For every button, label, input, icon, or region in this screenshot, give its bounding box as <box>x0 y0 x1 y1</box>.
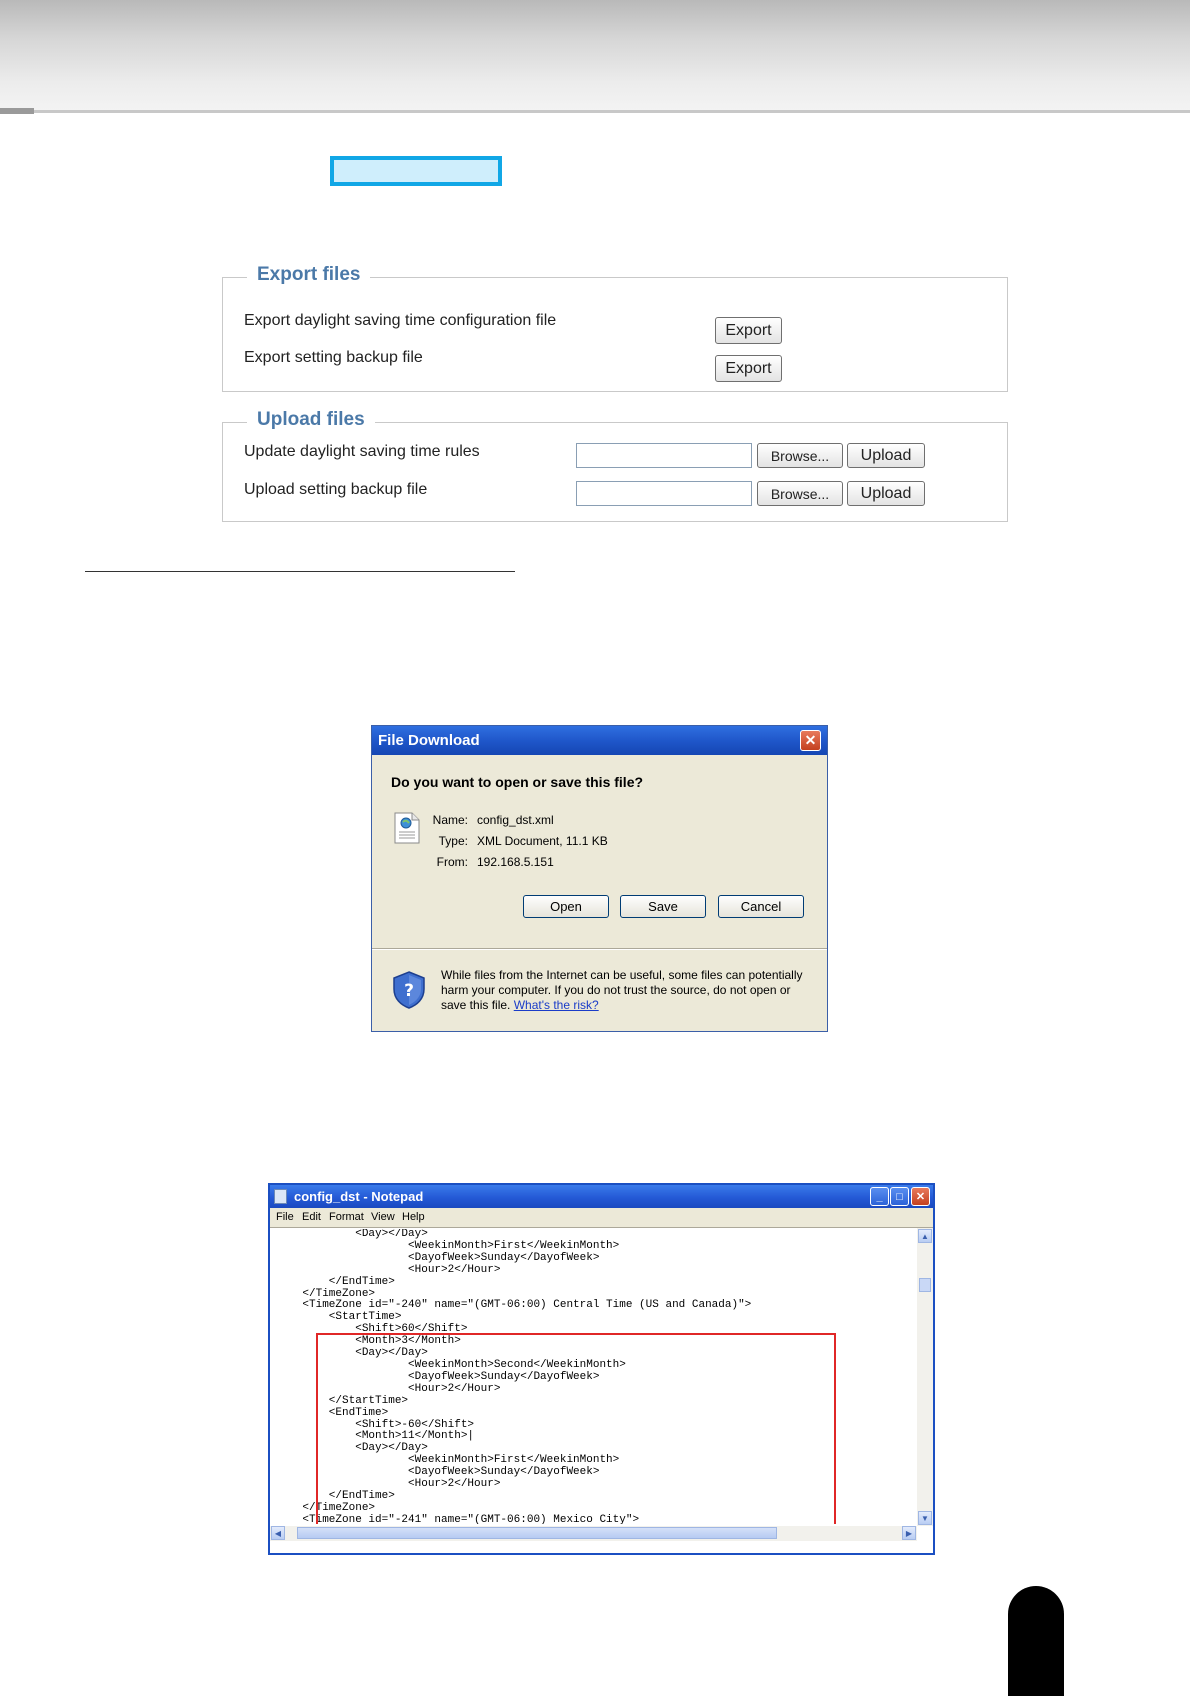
notepad-menubar <box>270 1208 933 1228</box>
cancel-button[interactable]: Cancel <box>718 895 804 918</box>
maximize-icon[interactable]: □ <box>890 1187 909 1206</box>
file-download-dialog <box>371 725 828 1032</box>
save-button[interactable]: Save <box>620 895 706 918</box>
export-files-legend: Export files <box>247 264 370 286</box>
shield-question-icon <box>392 971 426 1009</box>
export-files-fieldset <box>222 264 1008 392</box>
scroll-down-icon[interactable]: ▼ <box>918 1511 932 1525</box>
dst-browse-button[interactable]: Browse... <box>757 443 843 468</box>
file-source-value: 192.168.5.151 <box>477 855 554 869</box>
upload-files-fieldset <box>222 409 1008 522</box>
close-icon[interactable]: ✕ <box>800 730 821 751</box>
notepad-titlebar[interactable] <box>270 1185 933 1208</box>
minimize-icon[interactable]: _ <box>870 1187 889 1206</box>
dst-file-input[interactable] <box>576 443 752 468</box>
whats-the-risk-link[interactable]: What's the risk? <box>513 998 599 1012</box>
menu-edit[interactable]: Edit <box>302 1211 321 1223</box>
notepad-app-icon <box>274 1189 287 1204</box>
notepad-window <box>268 1183 935 1555</box>
svg-text:?: ? <box>404 981 414 1001</box>
name-label: Name: <box>432 813 468 827</box>
close-icon[interactable]: ✕ <box>911 1187 930 1206</box>
update-dst-label: Update daylight saving time rules <box>244 443 480 460</box>
export-dst-button[interactable]: Export <box>715 317 782 344</box>
section-rule <box>85 571 515 572</box>
horizontal-scroll-thumb[interactable] <box>297 1527 777 1539</box>
scroll-left-icon[interactable]: ◀ <box>271 1526 285 1540</box>
xml-content: <Day></Day> <WeekinMonth>First</WeekinMonth> <DayofWeek>Sunday</DayofWeek> <Hour>2</Hour> </EndTime> </TimeZone> <TimeZone id="-240" name="(GMT-06:00) Central Time (US and Canada)"> <StartTime> <Shift>60</Shift> <Month>3</Month> <Day></Day> <WeekinMonth>Second</WeekinMonth> <DayofWeek>Sunday</DayofWeek> <Hour>2</Hour> </StartTime> <EndTime> <Shift>-60</Shift> <Month>11</Month>| <Day></Day> <WeekinMonth>First</WeekinMonth> <DayofWeek>Sunday</DayofWeek> <Hour>2</Hour> </EndTime> </TimeZone> <TimeZone id="-241" name="(GMT-06:00) Mexico City"> <box>302 1229 752 1524</box>
dialog-title: File Download <box>378 732 480 749</box>
backup-browse-button[interactable]: Browse... <box>757 481 843 506</box>
header-divider <box>0 110 1190 113</box>
warning-text: While files from the Internet can be useful, some files can potentially harm your computer. If you do not trust the source, do not open or save this file. <box>441 968 803 1012</box>
export-backup-button[interactable]: Export <box>715 355 782 382</box>
type-label: Type: <box>438 834 468 848</box>
highlight-box <box>316 1333 836 1524</box>
vertical-scroll-thumb[interactable] <box>919 1278 931 1292</box>
upload-files-legend: Upload files <box>247 409 375 431</box>
export-dst-label: Export daylight saving time configuration file <box>244 312 557 329</box>
file-type-value: XML Document, 11.1 KB <box>477 834 608 848</box>
page-header-banner <box>0 0 1190 110</box>
scroll-up-icon[interactable]: ▲ <box>918 1229 932 1243</box>
from-label: From: <box>436 855 468 869</box>
scroll-right-icon[interactable]: ▶ <box>902 1526 916 1540</box>
header-tab-marker <box>0 108 34 114</box>
vertical-scrollbar[interactable] <box>917 1228 933 1526</box>
page-number-tab <box>1008 1586 1064 1696</box>
menu-help[interactable]: Help <box>402 1211 425 1223</box>
security-warning <box>441 968 813 1013</box>
menu-format[interactable]: Format <box>329 1211 364 1223</box>
highlighted-menu-button[interactable] <box>330 156 502 186</box>
menu-view[interactable]: View <box>371 1211 395 1223</box>
notepad-title: config_dst - Notepad <box>294 1189 424 1204</box>
upload-backup-label: Upload setting backup file <box>244 481 428 498</box>
dst-upload-button[interactable]: Upload <box>847 443 925 468</box>
backup-file-input[interactable] <box>576 481 752 506</box>
notepad-text-area[interactable] <box>276 1229 886 1524</box>
backup-upload-button[interactable]: Upload <box>847 481 925 506</box>
menu-file[interactable]: File <box>276 1211 294 1223</box>
file-name-value: config_dst.xml <box>477 813 554 827</box>
horizontal-scrollbar[interactable] <box>270 1526 917 1541</box>
dialog-separator-highlight <box>372 949 827 950</box>
export-backup-label: Export setting backup file <box>244 349 423 366</box>
open-button[interactable]: Open <box>523 895 609 918</box>
dialog-titlebar[interactable] <box>372 726 827 755</box>
dialog-question: Do you want to open or save this file? <box>391 774 644 790</box>
